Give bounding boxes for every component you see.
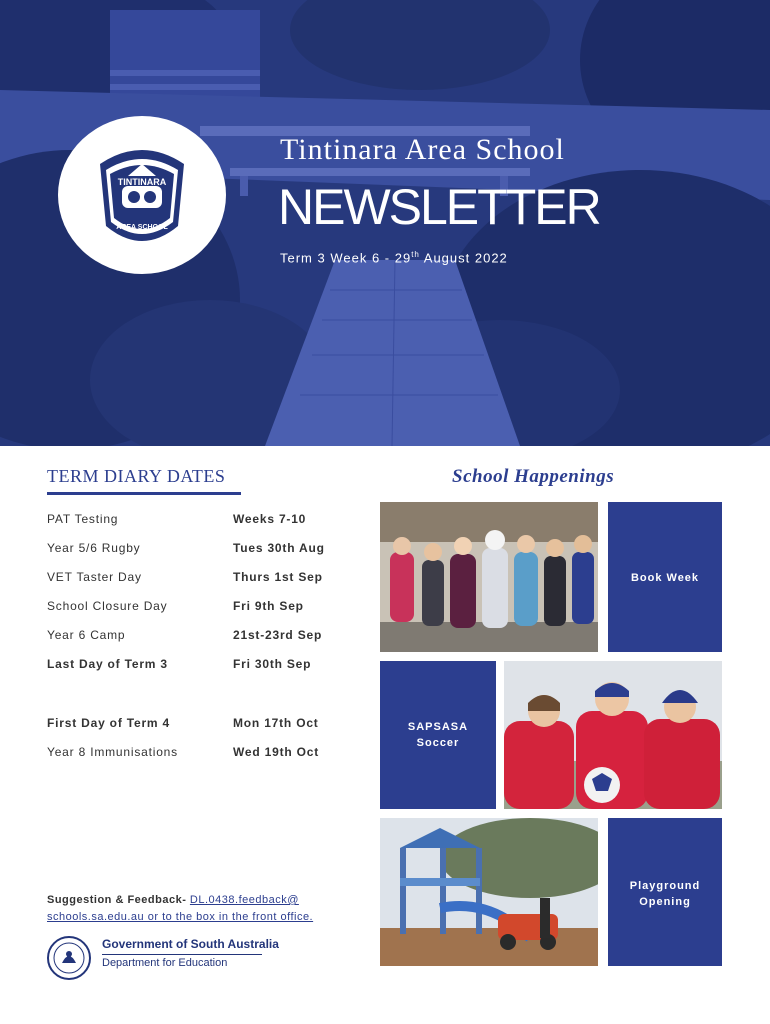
soccer-label: Soccer [416,737,460,749]
sapsasa-photo [504,661,722,809]
diary-row [47,599,367,619]
diary-date: Weeks 7-10 [233,512,307,526]
government-logo [46,933,286,983]
term-suffix: August 2022 [419,250,508,266]
term-prefix: Term 3 Week 6 - 29 [280,250,412,266]
feedback-email-link[interactable]: DL.0438.feedback@ [189,894,299,906]
diary-event: Year 8 Immunisations [47,745,178,759]
sa-crest-icon [46,935,92,981]
department-name: Department for Education [102,957,228,969]
hero-banner [0,0,770,446]
diary-event: VET Taster Day [47,570,142,584]
newsletter-title: NEWSLETTER [278,179,600,235]
book-week-tile [608,502,722,652]
sapsasa-label: SAPSASA [407,721,469,733]
playground-label: Playground [629,880,701,892]
diary-event: Year 6 Camp [47,628,126,642]
diary-date: Mon 17th Oct [233,716,319,730]
term-sup: th [411,250,420,259]
happenings-heading: School Happenings [452,466,615,487]
diary-row [47,628,367,648]
diary-date: Wed 19th Oct [233,745,320,759]
school-logo [58,116,226,274]
diary-date: Thurs 1st Sep [233,570,323,584]
diary-date: Tues 30th Aug [233,541,325,555]
diary-date: Fri 30th Sep [233,657,312,671]
diary-date: Fri 9th Sep [233,599,304,613]
playground-photo [380,818,598,966]
sapsasa-tile [380,661,496,809]
diary-row [47,541,367,561]
diary-divider [47,492,241,495]
playground-tile [608,818,722,966]
diary-date: 21st-23rd Sep [233,628,323,642]
diary-row [47,570,367,590]
diary-event: School Closure Day [47,599,168,613]
school-crest-icon [58,116,226,274]
diary-event: PAT Testing [47,512,119,526]
term-date [280,250,508,265]
feedback-email-link-cont[interactable]: schools.sa.edu.au or to the box in the front office. [47,911,314,923]
government-divider [102,954,262,955]
government-name: Government of South Australia [102,937,279,951]
diary-row [47,716,367,736]
diary-event: Year 5/6 Rugby [47,541,141,555]
diary-row [47,745,367,765]
opening-label: Opening [639,896,691,908]
book-week-label: Book Week [630,572,700,584]
feedback-note [47,892,367,926]
feedback-label: Suggestion & Feedback- [47,894,190,906]
diary-event: Last Day of Term 3 [47,657,168,671]
diary-event: First Day of Term 4 [47,716,171,730]
diary-heading: TERM DIARY DATES [47,466,226,486]
diary-row [47,657,367,677]
diary-row [47,512,367,532]
school-name: Tintinara Area School [280,133,565,166]
logo-text-top: TINTINARA [117,177,167,187]
book-week-photo [380,502,598,652]
logo-text-bottom: AREA SCHOOL [116,224,168,231]
